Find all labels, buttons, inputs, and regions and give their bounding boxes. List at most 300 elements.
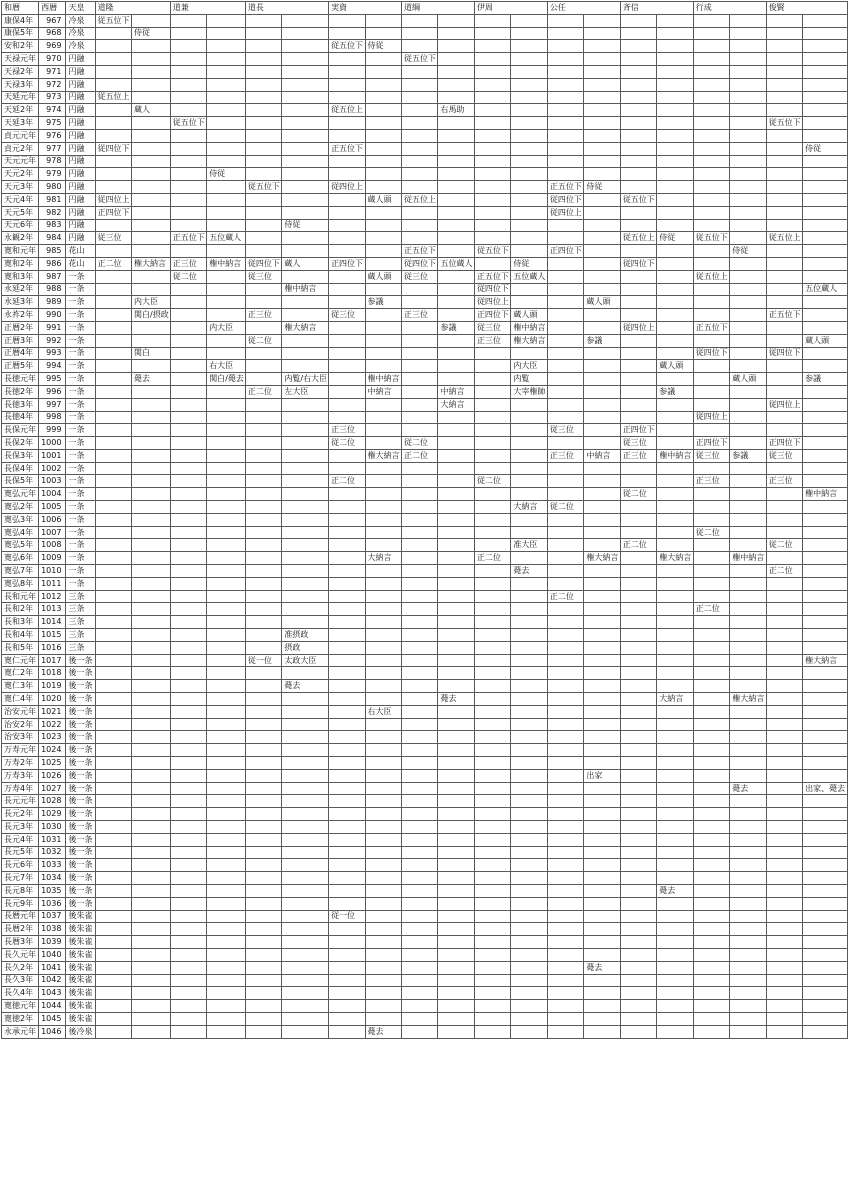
cell-entry bbox=[438, 705, 474, 718]
cell-entry bbox=[730, 680, 766, 693]
cell-entry bbox=[803, 680, 848, 693]
cell-entry bbox=[170, 910, 206, 923]
cell-entry bbox=[245, 897, 281, 910]
cell-entry: 従五位上 bbox=[693, 270, 729, 283]
cell-entry bbox=[95, 27, 131, 40]
cell-entry bbox=[207, 181, 246, 194]
cell-entry bbox=[803, 206, 848, 219]
table-row bbox=[2, 667, 848, 680]
spreadsheet-canvas bbox=[1, 1, 848, 1039]
cell-entry bbox=[657, 488, 693, 501]
cell-entry bbox=[693, 654, 729, 667]
cell-entry bbox=[282, 462, 329, 475]
cell-entry bbox=[693, 1025, 729, 1038]
cell-entry bbox=[474, 232, 510, 245]
cell-entry bbox=[693, 155, 729, 168]
cell-entry bbox=[170, 757, 206, 770]
table-row bbox=[2, 245, 848, 258]
cell-entry bbox=[474, 731, 510, 744]
cell-era: 長久4年 bbox=[2, 987, 39, 1000]
cell-entry bbox=[245, 91, 281, 104]
cell-entry bbox=[207, 693, 246, 706]
cell-entry bbox=[132, 360, 171, 373]
table-row bbox=[2, 424, 848, 437]
cell-entry bbox=[438, 987, 474, 1000]
cell-entry bbox=[207, 782, 246, 795]
cell-entry bbox=[620, 616, 656, 629]
cell-entry bbox=[132, 577, 171, 590]
cell-era: 長和3年 bbox=[2, 616, 39, 629]
cell-entry bbox=[620, 296, 656, 309]
cell-entry bbox=[620, 897, 656, 910]
cell-entry bbox=[766, 14, 802, 27]
cell-entry bbox=[620, 769, 656, 782]
cell-entry bbox=[329, 705, 365, 718]
cell-entry: 権大納言 bbox=[132, 257, 171, 270]
cell-entry bbox=[584, 577, 620, 590]
cell-entry bbox=[95, 475, 131, 488]
cell-entry bbox=[365, 245, 401, 258]
cell-year: 969 bbox=[39, 40, 66, 53]
cell-entry bbox=[547, 1025, 583, 1038]
cell-entry bbox=[365, 283, 401, 296]
cell-entry bbox=[584, 27, 620, 40]
cell-entry bbox=[620, 629, 656, 642]
cell-entry bbox=[511, 680, 547, 693]
cell-entry bbox=[803, 821, 848, 834]
cell-entry bbox=[730, 296, 766, 309]
cell-entry bbox=[730, 565, 766, 578]
table-row bbox=[2, 360, 848, 373]
cell-entry bbox=[730, 91, 766, 104]
cell-year: 1021 bbox=[39, 705, 66, 718]
cell-entry bbox=[730, 398, 766, 411]
cell-year: 1038 bbox=[39, 923, 66, 936]
cell-entry bbox=[245, 53, 281, 66]
cell-entry bbox=[511, 449, 547, 462]
cell-entry bbox=[207, 398, 246, 411]
cell-entry bbox=[245, 193, 281, 206]
table-row bbox=[2, 40, 848, 53]
cell-year: 977 bbox=[39, 142, 66, 155]
cell-entry bbox=[547, 155, 583, 168]
cell-year: 1002 bbox=[39, 462, 66, 475]
cell-entry: 従五位下 bbox=[402, 53, 438, 66]
cell-entry bbox=[547, 872, 583, 885]
cell-entry bbox=[365, 91, 401, 104]
cell-entry bbox=[766, 181, 802, 194]
cell-entry bbox=[547, 437, 583, 450]
cell-entry bbox=[547, 321, 583, 334]
cell-entry bbox=[730, 385, 766, 398]
cell-entry: 従五位上 bbox=[766, 232, 802, 245]
cell-emperor: 後一条 bbox=[66, 859, 95, 872]
cell-entry bbox=[584, 129, 620, 142]
cell-year: 974 bbox=[39, 104, 66, 117]
cell-entry bbox=[803, 219, 848, 232]
cell-entry bbox=[584, 923, 620, 936]
cell-entry bbox=[803, 757, 848, 770]
table-row bbox=[2, 309, 848, 322]
cell-entry bbox=[329, 283, 365, 296]
cell-entry bbox=[402, 693, 438, 706]
cell-entry bbox=[803, 270, 848, 283]
cell-entry bbox=[730, 142, 766, 155]
cell-entry bbox=[547, 257, 583, 270]
cell-entry bbox=[329, 117, 365, 130]
cell-entry bbox=[474, 1000, 510, 1013]
cell-entry bbox=[730, 117, 766, 130]
cell-year: 975 bbox=[39, 117, 66, 130]
cell-entry: 従三位 bbox=[766, 449, 802, 462]
cell-entry bbox=[511, 948, 547, 961]
cell-year: 991 bbox=[39, 321, 66, 334]
cell-entry bbox=[95, 411, 131, 424]
cell-emperor: 一条 bbox=[66, 462, 95, 475]
cell-entry bbox=[803, 462, 848, 475]
cell-entry bbox=[474, 629, 510, 642]
cell-entry bbox=[245, 539, 281, 552]
table-row bbox=[2, 641, 848, 654]
cell-entry bbox=[402, 654, 438, 667]
cell-entry bbox=[402, 385, 438, 398]
cell-entry bbox=[132, 321, 171, 334]
cell-entry bbox=[402, 1025, 438, 1038]
cell-entry bbox=[511, 475, 547, 488]
cell-entry bbox=[620, 846, 656, 859]
cell-entry bbox=[730, 936, 766, 949]
cell-entry bbox=[474, 948, 510, 961]
cell-entry bbox=[170, 833, 206, 846]
cell-era: 長保4年 bbox=[2, 462, 39, 475]
cell-entry bbox=[511, 577, 547, 590]
cell-entry bbox=[620, 577, 656, 590]
cell-entry bbox=[511, 987, 547, 1000]
cell-entry bbox=[511, 104, 547, 117]
cell-entry bbox=[620, 129, 656, 142]
cell-entry bbox=[132, 872, 171, 885]
cell-entry bbox=[245, 501, 281, 514]
cell-entry bbox=[474, 347, 510, 360]
cell-entry bbox=[474, 513, 510, 526]
cell-entry bbox=[438, 641, 474, 654]
table-row bbox=[2, 757, 848, 770]
cell-entry bbox=[402, 872, 438, 885]
cell-entry bbox=[657, 846, 693, 859]
cell-era: 寛仁2年 bbox=[2, 667, 39, 680]
cell-entry bbox=[402, 283, 438, 296]
cell-entry bbox=[245, 398, 281, 411]
cell-entry: 参議 bbox=[365, 296, 401, 309]
cell-year: 995 bbox=[39, 373, 66, 386]
cell-entry bbox=[95, 1012, 131, 1025]
cell-entry bbox=[474, 1012, 510, 1025]
cell-entry bbox=[95, 321, 131, 334]
cell-emperor: 一条 bbox=[66, 309, 95, 322]
cell-entry bbox=[170, 680, 206, 693]
cell-year: 1014 bbox=[39, 616, 66, 629]
cell-entry bbox=[402, 641, 438, 654]
cell-era: 長元9年 bbox=[2, 897, 39, 910]
table-row bbox=[2, 961, 848, 974]
cell-entry bbox=[282, 296, 329, 309]
cell-entry bbox=[693, 373, 729, 386]
cell-entry bbox=[170, 731, 206, 744]
cell-era: 長元7年 bbox=[2, 872, 39, 885]
cell-entry bbox=[365, 757, 401, 770]
cell-entry: 従四位上 bbox=[547, 206, 583, 219]
cell-entry bbox=[170, 629, 206, 642]
cell-era: 長徳3年 bbox=[2, 398, 39, 411]
cell-entry bbox=[657, 948, 693, 961]
cell-entry bbox=[803, 65, 848, 78]
cell-entry: 従二位 bbox=[693, 526, 729, 539]
cell-entry bbox=[132, 897, 171, 910]
cell-entry bbox=[95, 603, 131, 616]
cell-entry bbox=[329, 14, 365, 27]
header-person: 斉信 bbox=[620, 2, 693, 15]
cell-entry bbox=[620, 833, 656, 846]
cell-entry bbox=[207, 731, 246, 744]
cell-entry bbox=[730, 65, 766, 78]
cell-entry bbox=[511, 667, 547, 680]
cell-entry bbox=[693, 398, 729, 411]
cell-entry: 権中納言 bbox=[365, 373, 401, 386]
cell-entry bbox=[657, 821, 693, 834]
cell-entry bbox=[438, 27, 474, 40]
cell-entry bbox=[329, 78, 365, 91]
cell-entry bbox=[766, 833, 802, 846]
cell-entry: 薨去 bbox=[657, 884, 693, 897]
cell-entry bbox=[657, 1025, 693, 1038]
cell-entry bbox=[511, 155, 547, 168]
cell-entry bbox=[170, 718, 206, 731]
cell-entry bbox=[511, 283, 547, 296]
cell-entry bbox=[245, 603, 281, 616]
cell-entry bbox=[657, 168, 693, 181]
cell-entry bbox=[766, 948, 802, 961]
cell-entry bbox=[657, 78, 693, 91]
cell-emperor: 花山 bbox=[66, 257, 95, 270]
cell-entry bbox=[730, 859, 766, 872]
cell-entry bbox=[282, 757, 329, 770]
cell-entry bbox=[766, 360, 802, 373]
cell-entry bbox=[474, 987, 510, 1000]
cell-entry bbox=[95, 219, 131, 232]
cell-entry bbox=[438, 65, 474, 78]
cell-entry bbox=[474, 718, 510, 731]
cell-entry bbox=[693, 910, 729, 923]
cell-entry bbox=[657, 731, 693, 744]
cell-entry bbox=[365, 65, 401, 78]
cell-entry bbox=[693, 590, 729, 603]
cell-entry: 正三位 bbox=[170, 257, 206, 270]
cell-entry bbox=[657, 117, 693, 130]
cell-entry bbox=[620, 411, 656, 424]
cell-entry bbox=[693, 513, 729, 526]
cell-entry bbox=[584, 590, 620, 603]
table-header bbox=[2, 2, 848, 15]
cell-emperor: 後朱雀 bbox=[66, 936, 95, 949]
table-row bbox=[2, 129, 848, 142]
cell-entry: 従二位 bbox=[547, 501, 583, 514]
cell-entry bbox=[245, 680, 281, 693]
cell-entry bbox=[803, 923, 848, 936]
cell-entry bbox=[132, 744, 171, 757]
cell-entry bbox=[170, 552, 206, 565]
cell-entry bbox=[657, 769, 693, 782]
cell-entry bbox=[474, 667, 510, 680]
cell-entry bbox=[245, 744, 281, 757]
cell-entry bbox=[170, 334, 206, 347]
cell-entry bbox=[170, 961, 206, 974]
cell-entry bbox=[132, 987, 171, 1000]
cell-entry: 正五位下 bbox=[402, 245, 438, 258]
cell-entry bbox=[207, 411, 246, 424]
cell-entry bbox=[766, 206, 802, 219]
cell-entry bbox=[584, 744, 620, 757]
cell-entry bbox=[282, 769, 329, 782]
cell-entry bbox=[95, 488, 131, 501]
cell-entry bbox=[365, 411, 401, 424]
cell-entry bbox=[730, 718, 766, 731]
cell-entry bbox=[329, 821, 365, 834]
cell-entry bbox=[245, 245, 281, 258]
cell-entry bbox=[438, 1000, 474, 1013]
cell-entry bbox=[766, 680, 802, 693]
cell-entry bbox=[511, 744, 547, 757]
cell-entry bbox=[657, 206, 693, 219]
cell-entry bbox=[803, 475, 848, 488]
cell-entry bbox=[245, 629, 281, 642]
cell-entry bbox=[282, 603, 329, 616]
cell-entry bbox=[365, 360, 401, 373]
cell-entry bbox=[474, 142, 510, 155]
cell-emperor: 円融 bbox=[66, 104, 95, 117]
cell-year: 1028 bbox=[39, 795, 66, 808]
cell-entry bbox=[474, 923, 510, 936]
cell-era: 長元8年 bbox=[2, 884, 39, 897]
cell-entry bbox=[132, 846, 171, 859]
cell-era: 長和5年 bbox=[2, 641, 39, 654]
cell-entry bbox=[438, 334, 474, 347]
table-row bbox=[2, 629, 848, 642]
cell-entry bbox=[402, 795, 438, 808]
cell-entry bbox=[132, 245, 171, 258]
cell-emperor: 後一条 bbox=[66, 744, 95, 757]
cell-entry bbox=[657, 641, 693, 654]
cell-entry bbox=[766, 1000, 802, 1013]
cell-entry bbox=[438, 78, 474, 91]
table-row bbox=[2, 219, 848, 232]
cell-entry bbox=[282, 232, 329, 245]
cell-entry bbox=[132, 974, 171, 987]
cell-entry bbox=[803, 411, 848, 424]
cell-entry: 従五位下 bbox=[693, 232, 729, 245]
cell-entry bbox=[95, 795, 131, 808]
table-row bbox=[2, 104, 848, 117]
cell-entry bbox=[282, 424, 329, 437]
cell-entry bbox=[511, 782, 547, 795]
cell-entry bbox=[170, 1012, 206, 1025]
cell-entry bbox=[207, 462, 246, 475]
cell-entry bbox=[693, 552, 729, 565]
table-row bbox=[2, 488, 848, 501]
table-row bbox=[2, 398, 848, 411]
cell-entry bbox=[547, 641, 583, 654]
cell-entry bbox=[365, 1000, 401, 1013]
cell-entry bbox=[693, 104, 729, 117]
cell-entry bbox=[584, 488, 620, 501]
cell-entry bbox=[95, 155, 131, 168]
cell-entry bbox=[438, 53, 474, 66]
cell-entry bbox=[657, 257, 693, 270]
cell-entry: 薨去 bbox=[511, 565, 547, 578]
cell-entry bbox=[584, 398, 620, 411]
cell-entry bbox=[511, 296, 547, 309]
cell-entry bbox=[766, 104, 802, 117]
cell-entry bbox=[132, 910, 171, 923]
cell-entry bbox=[803, 884, 848, 897]
cell-entry bbox=[329, 693, 365, 706]
cell-entry bbox=[693, 53, 729, 66]
cell-emperor: 一条 bbox=[66, 398, 95, 411]
cell-era: 長元元年 bbox=[2, 795, 39, 808]
cell-entry bbox=[95, 565, 131, 578]
cell-entry bbox=[282, 961, 329, 974]
cell-year: 1032 bbox=[39, 846, 66, 859]
cell-entry bbox=[511, 731, 547, 744]
cell-entry bbox=[402, 424, 438, 437]
cell-entry bbox=[402, 987, 438, 1000]
cell-entry bbox=[620, 360, 656, 373]
cell-entry bbox=[438, 283, 474, 296]
table-row bbox=[2, 821, 848, 834]
cell-entry bbox=[207, 577, 246, 590]
cell-entry bbox=[547, 373, 583, 386]
cell-entry bbox=[620, 398, 656, 411]
cell-entry bbox=[693, 897, 729, 910]
cell-era: 長和元年 bbox=[2, 590, 39, 603]
cell-entry bbox=[474, 821, 510, 834]
cell-entry: 蔵人頭 bbox=[803, 334, 848, 347]
cell-era: 長保3年 bbox=[2, 449, 39, 462]
cell-entry bbox=[95, 334, 131, 347]
cell-entry bbox=[803, 872, 848, 885]
cell-entry bbox=[170, 693, 206, 706]
cell-entry bbox=[657, 654, 693, 667]
table-row bbox=[2, 846, 848, 859]
cell-entry bbox=[438, 142, 474, 155]
cell-emperor: 後一条 bbox=[66, 808, 95, 821]
cell-entry: 関白 bbox=[132, 347, 171, 360]
cell-entry bbox=[95, 654, 131, 667]
cell-entry bbox=[803, 296, 848, 309]
cell-entry bbox=[329, 360, 365, 373]
cell-entry bbox=[207, 539, 246, 552]
cell-emperor: 一条 bbox=[66, 373, 95, 386]
cell-entry bbox=[170, 181, 206, 194]
cell-entry bbox=[547, 296, 583, 309]
table-row bbox=[2, 193, 848, 206]
cell-entry bbox=[170, 872, 206, 885]
cell-entry bbox=[657, 411, 693, 424]
cell-entry bbox=[95, 65, 131, 78]
cell-entry bbox=[803, 629, 848, 642]
cell-entry: 従一位 bbox=[329, 910, 365, 923]
cell-entry bbox=[657, 283, 693, 296]
cell-entry bbox=[547, 283, 583, 296]
